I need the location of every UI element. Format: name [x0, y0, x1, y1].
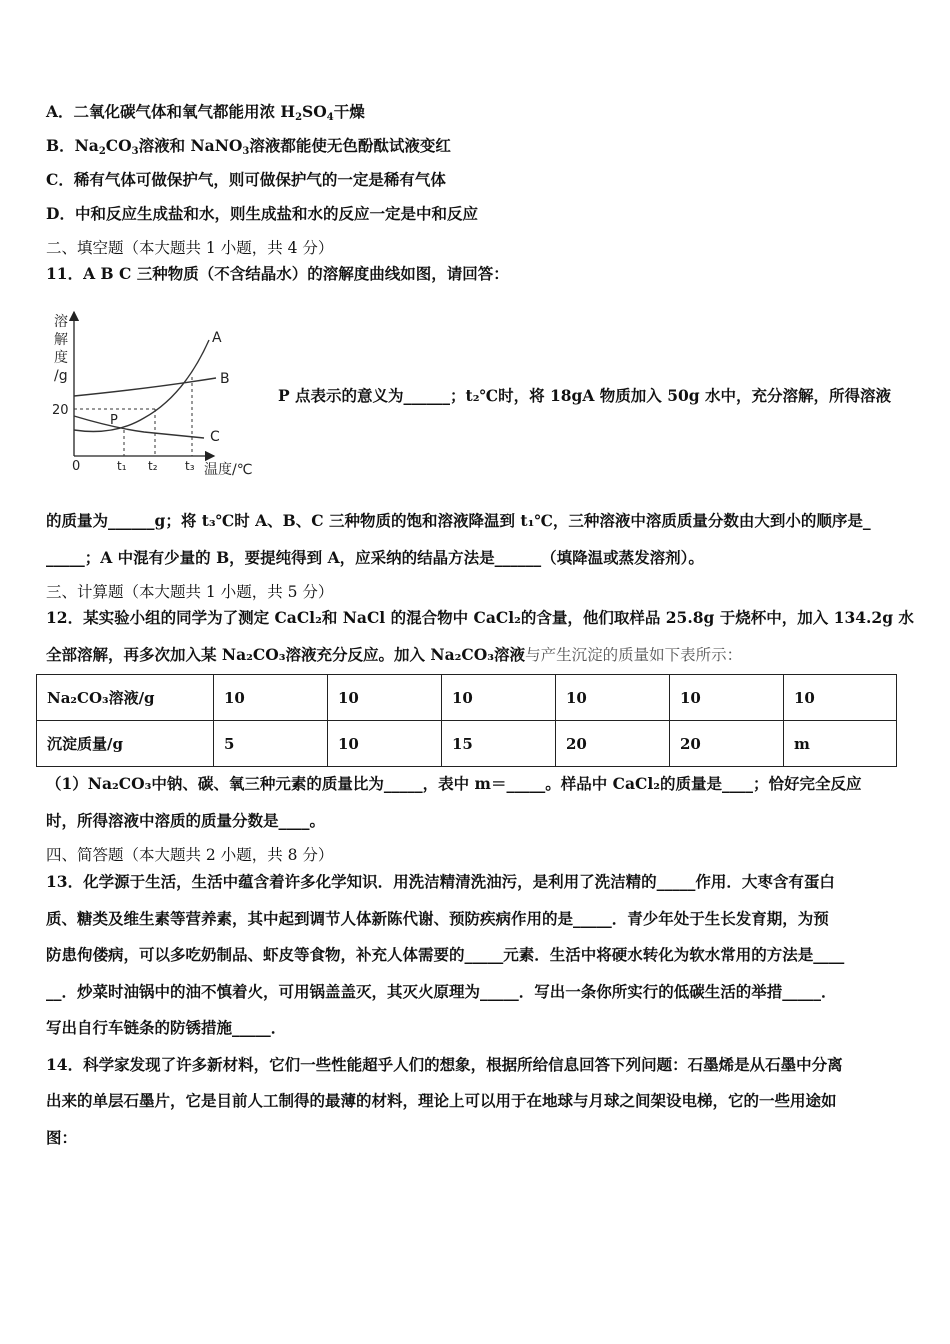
option-a-suffix: 干燥 — [333, 102, 365, 121]
curve-c — [74, 416, 204, 438]
option-b-mid1: CO — [105, 136, 132, 155]
table-cell: 20 — [556, 721, 670, 767]
series-label-a: A — [212, 330, 222, 346]
y-label-char-3: 度 — [54, 350, 68, 366]
table-cell: Na₂CO₃溶液/g — [37, 675, 214, 721]
table-cell: 沉淀质量/g — [37, 721, 214, 767]
q12-sub1b: 时，所得溶液中溶质的质量分数是____。 — [46, 811, 326, 830]
origin-label: 0 — [72, 459, 81, 474]
section3-heading: 三、计算题（本大题共 1 小题，共 5 分） — [46, 583, 334, 601]
option-b-text: B．Na — [46, 136, 99, 155]
table-cell: 10 — [556, 675, 670, 721]
q13-line: 质、糖类及维生素等营养素，其中起到调节人体新陈代谢、预防疾病作用的是_____．青少年处于生长发育期，为预 — [46, 909, 829, 928]
q13-line: 防患佝偻病，可以多吃奶制品、虾皮等食物，补充人体需要的_____元素．生活中将硬水转化为软水常用的方法是____ — [46, 945, 845, 964]
option-d: D．中和反应生成盐和水，则生成盐和水的反应一定是中和反应 — [46, 204, 478, 223]
q11-line3: _____；A 中混有少量的 B，要提纯得到 A，应采纳的结晶方法是______（填降温或蒸发溶剂）。 — [46, 548, 704, 567]
option-c: C．稀有气体可做保护气，则可做保护气的一定是稀有气体 — [46, 170, 446, 189]
table-cell: m — [784, 721, 897, 767]
point-p-label: P — [110, 413, 118, 428]
table-cell: 10 — [670, 675, 784, 721]
q14-line: 14．科学家发现了许多新材料，它们一些性能超乎人们的想象，根据所给信息回答下列问题：石墨烯是从石墨中分离 — [46, 1055, 843, 1074]
q12-line2 — [46, 645, 742, 665]
table-row — [37, 721, 897, 767]
q11-side-text: P 点表示的意义为______；t₂℃时，将 18gA 物质加入 50g 水中，充分溶解，所得溶液 — [278, 386, 892, 405]
option-a — [46, 102, 365, 128]
q12-line1: 12．某实验小组的同学为了测定 CaCl₂和 NaCl 的混合物中 CaCl₂的含量，他们取样品 25.8g 于烧杯中，加入 134.2g 水 — [46, 608, 914, 627]
table-cell: 10 — [214, 675, 328, 721]
table-cell: 10 — [328, 721, 442, 767]
table-cell: 5 — [214, 721, 328, 767]
q14-line: 出来的单层石墨片，它是目前人工制得的最薄的材料，理论上可以用于在地球与月球之间架设电梯，它的一些用途如 — [46, 1091, 837, 1110]
option-b-sub2: 3 — [131, 146, 139, 157]
q11-title: 11．A B C 三种物质（不含结晶水）的溶解度曲线如图，请回答： — [46, 264, 509, 283]
section2-heading: 二、填空题（本大题共 1 小题，共 4 分） — [46, 239, 334, 257]
option-b — [46, 136, 451, 162]
table-cell: 10 — [328, 675, 442, 721]
q12-line2-normal: 与产生沉淀的质量如下表所示： — [525, 646, 743, 664]
x-tick-t3: t₃ — [185, 459, 195, 473]
y-tick-20: 20 — [52, 403, 69, 418]
option-a-text: A．二氧化碳气体和氧气都能用浓 H — [46, 102, 296, 121]
y-label-char-2: 解 — [54, 332, 68, 348]
table-cell: 10 — [784, 675, 897, 721]
option-b-suffix: 溶液都能使无色酚酞试液变红 — [249, 136, 451, 155]
table-cell: 15 — [442, 721, 556, 767]
y-label-char-4: /g — [54, 368, 68, 384]
x-tick-t2: t₂ — [148, 459, 158, 473]
data-table — [36, 674, 897, 767]
option-a-mid: SO — [302, 102, 327, 121]
q13-line: 13．化学源于生活，生活中蕴含着许多化学知识．用洗洁精清洗油污，是利用了洗洁精的_____作用．大枣含有蛋白 — [46, 872, 835, 891]
q12-sub1: （1）Na₂CO₃中钠、碳、氧三种元素的质量比为_____，表中 m＝_____。样品中 CaCl₂的质量是____；恰好完全反应 — [46, 774, 862, 793]
table-cell: 20 — [670, 721, 784, 767]
curve-b — [74, 378, 216, 396]
option-a-sub2: 4 — [326, 112, 334, 123]
option-b-sub1: 2 — [98, 146, 106, 157]
option-b-sub3: 3 — [242, 146, 250, 157]
q12-line2-bold: 全部溶解，再多次加入某 Na₂CO₃溶液充分反应。加入 Na₂CO₃溶液 — [46, 645, 526, 664]
series-label-b: B — [220, 371, 230, 387]
solubility-chart — [44, 306, 266, 478]
q11-line2: 的质量为______g；将 t₃℃时 A、B、C 三种物质的饱和溶液降温到 t₁℃，三种溶液中溶质质量分数由大到小的顺序是_ — [46, 511, 871, 530]
curve-a — [74, 340, 209, 432]
series-label-c: C — [210, 429, 220, 445]
option-b-mid2: 溶液和 NaNO — [138, 136, 243, 155]
q13-line: 写出自行车链条的防锈措施_____． — [46, 1018, 287, 1037]
x-tick-t1: t₁ — [117, 459, 127, 473]
x-axis-label: 温度/℃ — [204, 462, 253, 478]
option-a-sub1: 2 — [295, 112, 303, 123]
q13-line: __．炒菜时油锅中的油不慎着火，可用锅盖盖灭，其灭火原理为_____．写出一条你所实行的低碳生活的举措_____． — [46, 982, 837, 1001]
table-row — [37, 675, 897, 721]
q14-line: 图： — [46, 1128, 78, 1147]
table-cell: 10 — [442, 675, 556, 721]
section4-heading: 四、简答题（本大题共 2 小题，共 8 分） — [46, 846, 334, 864]
y-label-char-1: 溶 — [54, 314, 68, 330]
